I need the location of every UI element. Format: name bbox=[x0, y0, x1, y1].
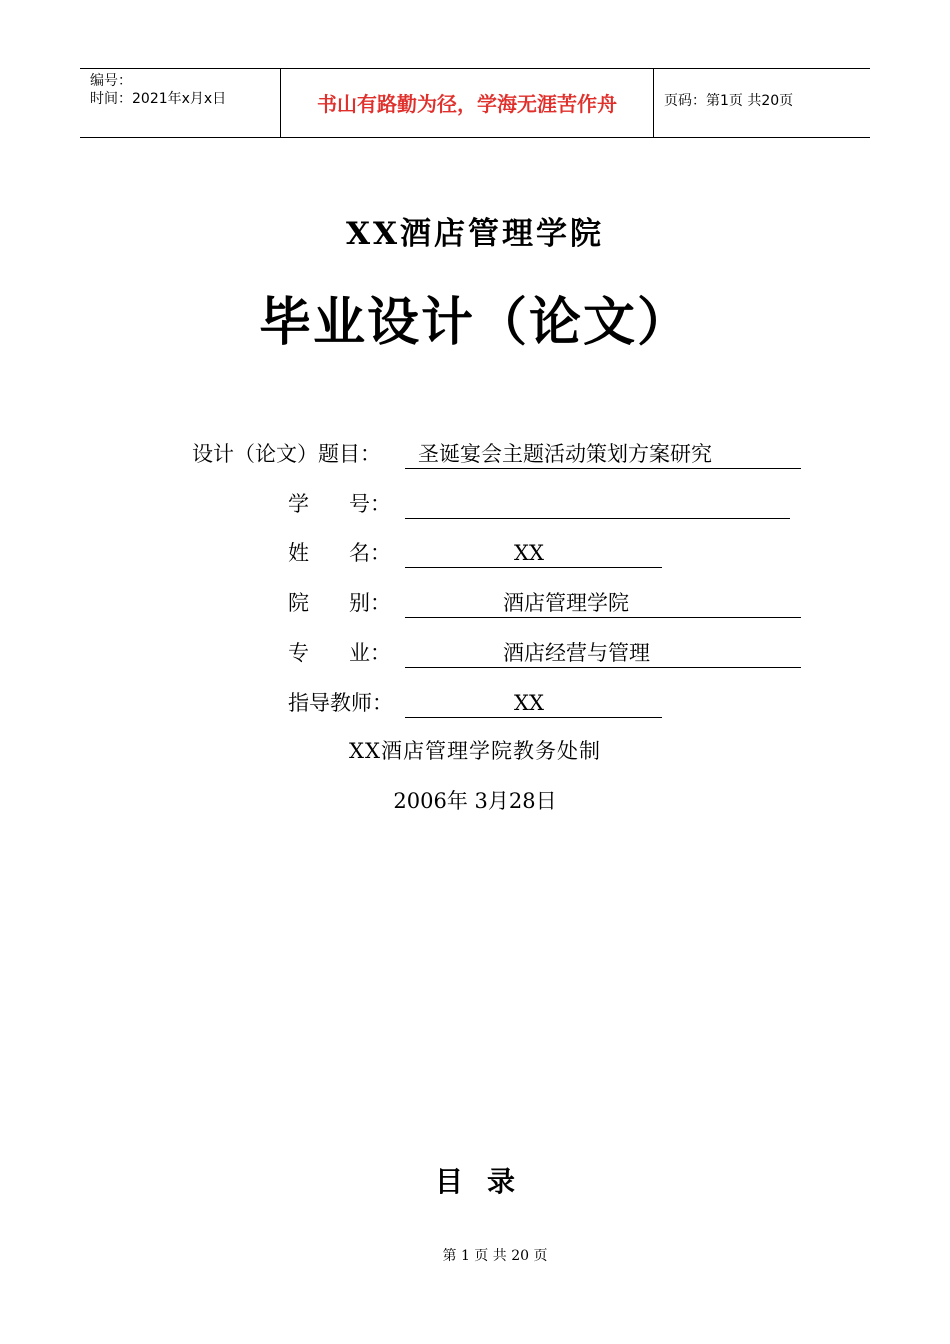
header-middle-cell bbox=[281, 69, 654, 137]
field-row-advisor bbox=[0, 687, 950, 721]
header-right-cell bbox=[654, 69, 870, 137]
header-left-cell bbox=[80, 69, 281, 137]
field-underline-student-id bbox=[405, 488, 790, 519]
cover-date: 2006年 3月28日 bbox=[393, 789, 557, 813]
header-motto: 书山有路勤为径，学海无涯苦作舟 bbox=[317, 92, 617, 116]
school-name: XX酒店管理学院 bbox=[345, 216, 605, 252]
field-label-department: 院 别： bbox=[288, 591, 392, 615]
issuing-office: XX酒店管理学院教务处制 bbox=[349, 739, 601, 763]
field-row-student-id bbox=[0, 488, 950, 522]
field-value-department: 酒店管理学院 bbox=[503, 591, 629, 615]
field-value-advisor: XX bbox=[514, 691, 544, 715]
document-number-label: 编号： bbox=[90, 73, 132, 89]
cover-title: 毕业设计（论文） bbox=[258, 293, 691, 353]
field-label-name: 姓 名： bbox=[288, 541, 392, 565]
field-label-major: 专 业： bbox=[288, 641, 392, 665]
field-row-department bbox=[0, 587, 950, 621]
header-page-code: 页码：第1页 共20页 bbox=[664, 93, 794, 109]
field-row-topic bbox=[0, 438, 950, 472]
toc-heading: 目录 bbox=[434, 1165, 539, 1198]
page-header bbox=[80, 68, 870, 138]
field-value-name: XX bbox=[514, 541, 544, 565]
field-value-topic: 圣诞宴会主题活动策划方案研究 bbox=[418, 442, 712, 466]
field-label-topic: 设计（论文）题目： bbox=[192, 442, 381, 466]
page-footer: 第 1 页 共 20 页 bbox=[442, 1248, 548, 1264]
field-label-advisor: 指导教师： bbox=[288, 691, 393, 715]
field-label-student-id: 学 号： bbox=[288, 492, 392, 516]
field-value-major: 酒店经营与管理 bbox=[503, 641, 650, 665]
document-time-label: 时间：2021年x月x日 bbox=[90, 91, 227, 107]
field-row-major bbox=[0, 637, 950, 671]
field-row-name bbox=[0, 537, 950, 571]
